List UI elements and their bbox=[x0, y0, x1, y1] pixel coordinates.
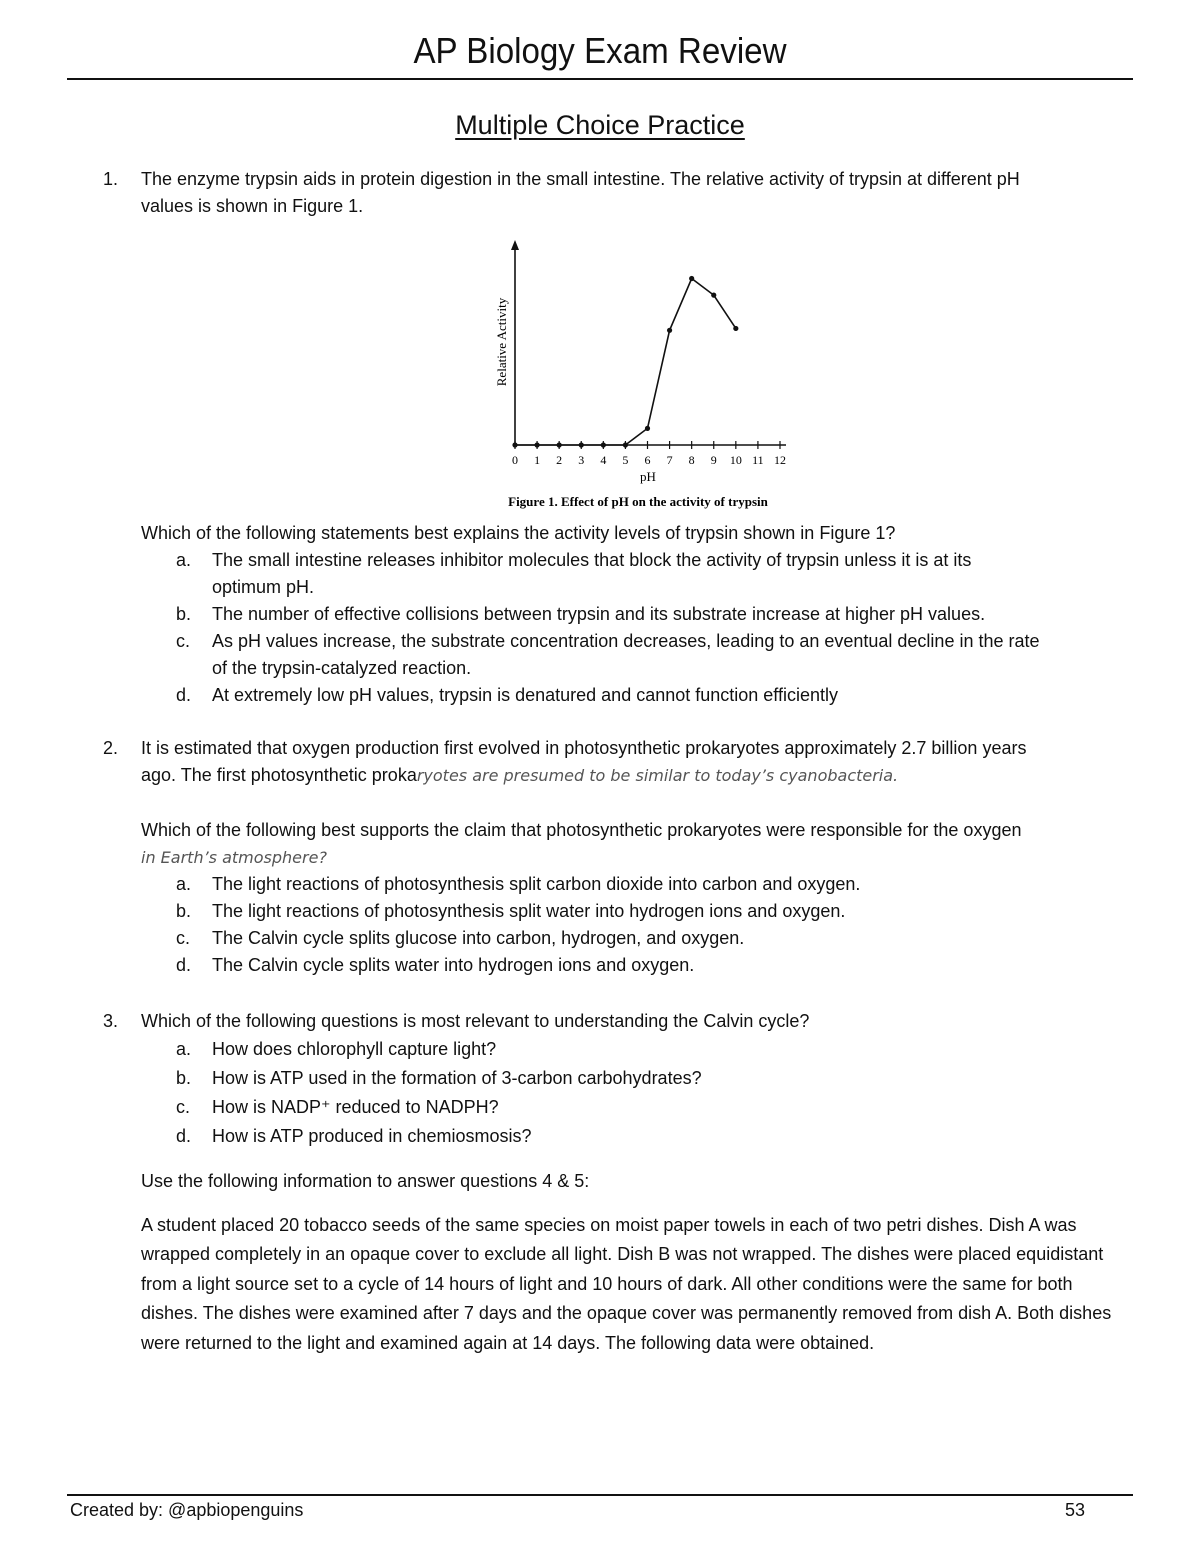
chart-x-tick-label: 9 bbox=[710, 453, 717, 467]
chart-x-tick-label: 2 bbox=[556, 453, 563, 467]
q1-option-c-letter: c. bbox=[176, 631, 191, 651]
section-title: Multiple Choice Practice bbox=[455, 110, 745, 140]
q1-option-a-cont[interactable]: optimum pH. bbox=[212, 577, 315, 597]
chart-series-path bbox=[515, 279, 736, 446]
chart-x-tick-label: 0 bbox=[512, 453, 518, 467]
q3-question: Which of the following questions is most relevant to understanding the Calvin cycle? bbox=[141, 1011, 810, 1031]
q2-option-d-letter: d. bbox=[176, 955, 192, 975]
chart-y-axis-arrow bbox=[511, 240, 519, 250]
chart-point bbox=[557, 442, 562, 447]
q1-option-b[interactable]: The number of effective collisions between trypsin and its substrate increase at higher pH values. bbox=[212, 604, 986, 624]
q3-option-c-letter: c. bbox=[176, 1097, 191, 1117]
chart-point bbox=[733, 326, 738, 331]
q1-option-c-cont[interactable]: of the trypsin-catalyzed reaction. bbox=[212, 658, 472, 678]
q2-stem-line2-b: ryotes are presumed to be similar to today’s cyanobacteria. bbox=[416, 766, 899, 785]
q1-option-d-letter: d. bbox=[176, 685, 192, 705]
chart-x-tick-label: 4 bbox=[600, 453, 607, 467]
q2-option-c-letter: c. bbox=[176, 928, 191, 948]
q3-option-a-letter: a. bbox=[176, 1039, 192, 1059]
footer-credit: Created by: @apbiopenguins bbox=[70, 1500, 304, 1520]
chart-axes bbox=[511, 240, 786, 445]
q2-option-b-letter: b. bbox=[176, 901, 192, 921]
q1-option-d[interactable]: At extremely low pH values, trypsin is denatured and cannot function efficiently bbox=[212, 685, 839, 705]
trypsin-ph-chart bbox=[488, 228, 808, 518]
chart-point bbox=[711, 293, 716, 298]
chart-x-tick-label: 7 bbox=[666, 453, 673, 467]
q3-number: 3. bbox=[103, 1011, 119, 1031]
info-intro: Use the following information to answer questions 4 & 5: bbox=[141, 1171, 590, 1191]
q3-option-d[interactable]: How is ATP produced in chemiosmosis? bbox=[212, 1126, 532, 1146]
q3-option-b[interactable]: How is ATP used in the formation of 3-carbon carbohydrates? bbox=[212, 1068, 702, 1088]
chart-x-tick-label: 11 bbox=[752, 453, 764, 467]
q3-option-a[interactable]: How does chlorophyll capture light? bbox=[212, 1039, 497, 1059]
q3-option-c[interactable]: How is NADP⁺ reduced to NADPH? bbox=[212, 1097, 499, 1117]
chart-point bbox=[689, 276, 694, 281]
q2-question-line1: Which of the following best supports the claim that photosynthetic prokaryotes were responsible for the oxygen bbox=[141, 820, 1022, 840]
chart-x-tick-label: 10 bbox=[729, 453, 742, 467]
q1-number: 1. bbox=[103, 169, 119, 189]
chart-title: Figure 1. Effect of pH on the activity of trypsin bbox=[508, 494, 768, 509]
chart-x-tick-label: 8 bbox=[688, 453, 695, 467]
q2-question-line2: in Earth’s atmosphere? bbox=[141, 848, 327, 867]
chart-x-tick-label: 5 bbox=[622, 453, 629, 467]
chart-point bbox=[623, 442, 628, 447]
q1-option-b-letter: b. bbox=[176, 604, 192, 624]
q2-number: 2. bbox=[103, 738, 119, 758]
q3-option-d-letter: d. bbox=[176, 1126, 192, 1146]
q2-stem-line2-a: ago. The first photosynthetic proka bbox=[141, 765, 417, 785]
q2-stem-line1: It is estimated that oxygen production first evolved in photosynthetic prokaryotes approximately 2.7 billion years bbox=[141, 738, 1027, 758]
q1-stem-line1: The enzyme trypsin aids in protein digestion in the small intestine. The relative activity of trypsin at different pH bbox=[141, 169, 1020, 189]
chart-x-tick-label: 1 bbox=[534, 453, 541, 467]
chart-series-line bbox=[515, 279, 736, 446]
q2-stem-line2 bbox=[141, 762, 898, 789]
header-rule bbox=[67, 78, 1133, 80]
page-title: AP Biology Exam Review bbox=[413, 30, 787, 71]
q3-option-b-letter: b. bbox=[176, 1068, 192, 1088]
chart-points bbox=[512, 276, 738, 448]
chart-xlabel: pH bbox=[640, 469, 656, 484]
page-number: 53 bbox=[1065, 1500, 1086, 1520]
q1-option-a[interactable]: The small intestine releases inhibitor molecules that block the activity of trypsin unless it is at its bbox=[212, 550, 972, 570]
chart-x-tick-label: 3 bbox=[578, 453, 585, 467]
chart-point bbox=[579, 442, 584, 447]
chart-x-tick-label: 6 bbox=[644, 453, 651, 467]
chart-point bbox=[512, 442, 517, 447]
q1-question: Which of the following statements best explains the activity levels of trypsin shown in Figure 1? bbox=[141, 523, 896, 543]
q2-option-c[interactable]: The Calvin cycle splits glucose into carbon, hydrogen, and oxygen. bbox=[212, 928, 745, 948]
info-paragraph: A student placed 20 tobacco seeds of the same species on moist paper towels in each of two petri dishes. Dish A was wrapped completely in an opaque cover to exclude all light. Dish B was not wrapped. The dishes were placed equidistant from a light source set to a cycle of 14 hours of light and 10 hours of dark. All other conditions were the same for both dishes. The dishes were examined after 7 days and the opaque cover was permanently removed from dish A. Both dishes were returned to the light and examined again at 14 days. The following data were obtained. bbox=[141, 1215, 1112, 1353]
q1-option-c[interactable]: As pH values increase, the substrate concentration decreases, leading to an eventual decline in the rate bbox=[212, 631, 1040, 651]
q2-option-d[interactable]: The Calvin cycle splits water into hydrogen ions and oxygen. bbox=[212, 955, 695, 975]
q2-option-b[interactable]: The light reactions of photosynthesis split water into hydrogen ions and oxygen. bbox=[212, 901, 846, 921]
chart-point bbox=[534, 442, 539, 447]
q1-option-a-letter: a. bbox=[176, 550, 192, 570]
chart-point bbox=[601, 442, 606, 447]
q2-option-a[interactable]: The light reactions of photosynthesis split carbon dioxide into carbon and oxygen. bbox=[212, 874, 861, 894]
footer-rule bbox=[67, 1494, 1133, 1496]
chart-ylabel: Relative Activity bbox=[494, 297, 509, 387]
q1-stem-line2: values is shown in Figure 1. bbox=[141, 196, 364, 216]
q2-option-a-letter: a. bbox=[176, 874, 192, 894]
chart-point bbox=[645, 426, 650, 431]
chart-x-tick-label: 12 bbox=[774, 453, 786, 467]
chart-point bbox=[667, 328, 672, 333]
